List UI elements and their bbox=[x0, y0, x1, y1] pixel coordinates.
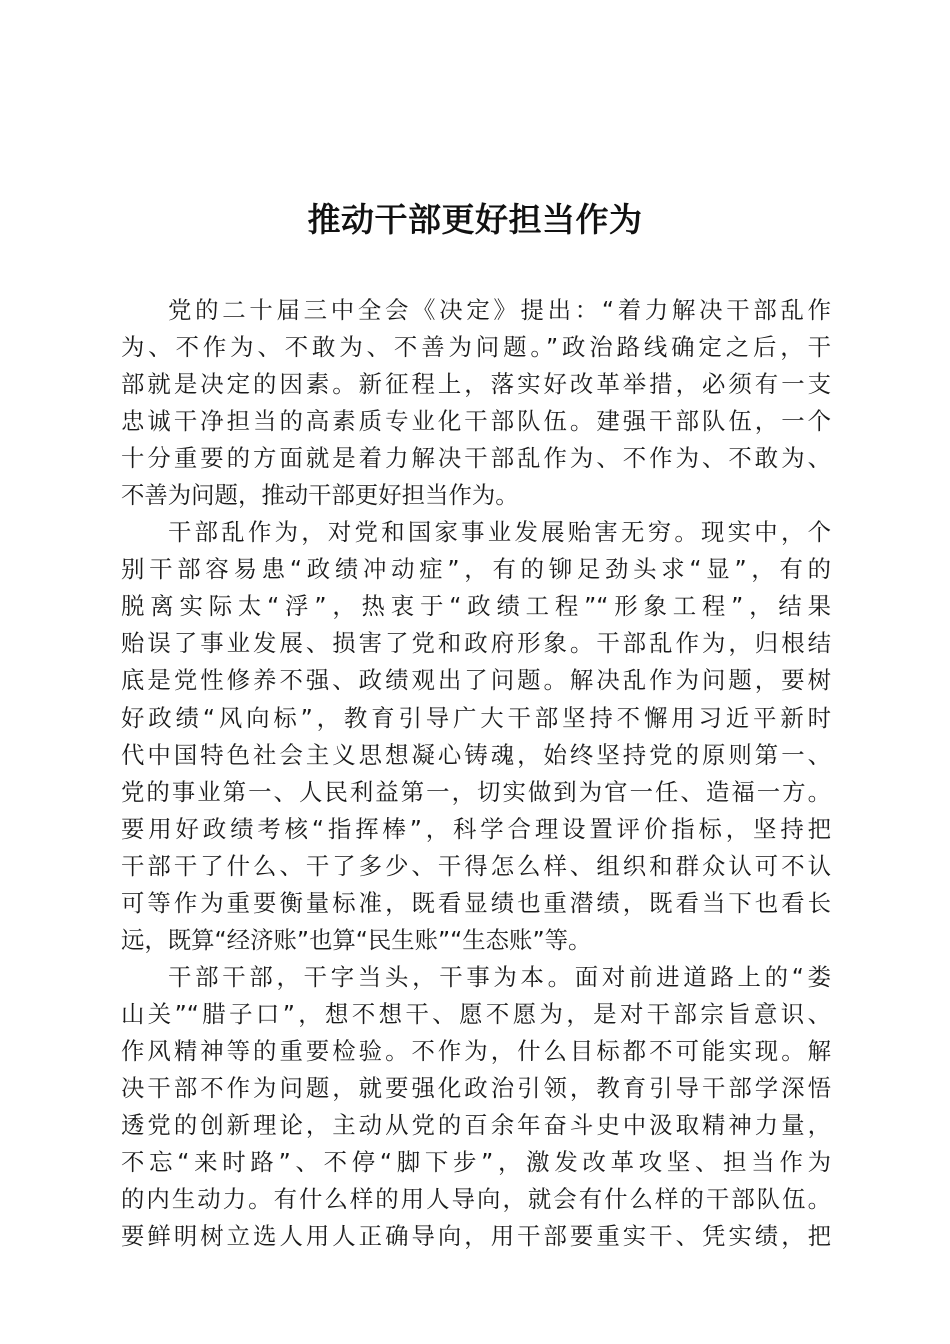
body-line: 党的二十届三中全会《决定》提出：“着力解决干部乱作 bbox=[168, 296, 831, 324]
body-line: 干部干部，干字当头，干事为本。面对前进道路上的“娄 bbox=[168, 962, 831, 991]
document-body bbox=[121, 292, 831, 1255]
body-line: 十分重要的方面就是着力解决干部乱作为、不作为、不敢为、 bbox=[121, 444, 831, 473]
body-line: 忠诚干净担当的高素质专业化干部队伍。建强干部队伍，一个 bbox=[121, 407, 831, 436]
body-line: 作风精神等的重要检验。不作为，什么目标都不可能实现。解 bbox=[121, 1036, 831, 1065]
body-line: 不善为问题，推动干部更好担当作为。 bbox=[121, 481, 519, 510]
document-title: 推动干部更好担当作为 bbox=[307, 200, 643, 239]
body-line: 脱离实际太“浮”，热衷于“政绩工程”“形象工程”，结果 bbox=[121, 592, 831, 621]
body-line: 要鲜明树立选人用人正确导向，用干部要重实干、凭实绩，把 bbox=[121, 1222, 831, 1251]
body-line: 透党的创新理论，主动从党的百余年奋斗史中汲取精神力量， bbox=[121, 1111, 831, 1140]
body-line: 底是党性修养不强、政绩观出了问题。解决乱作为问题，要树 bbox=[121, 666, 831, 695]
body-line: 部就是决定的因素。新征程上，落实好改革举措，必须有一支 bbox=[121, 370, 831, 399]
body-line: 山关”“腊子口”，想不想干、愿不愿为，是对干部宗旨意识、 bbox=[121, 999, 831, 1028]
body-line: 干部干了什么、干了多少、干得怎么样、组织和群众认可不认 bbox=[121, 851, 831, 880]
body-line: 别干部容易患“政绩冲动症”，有的铆足劲头求“显”，有的 bbox=[121, 555, 831, 584]
body-line: 远，既算“经济账”也算“民生账”“生态账”等。 bbox=[121, 925, 592, 954]
body-line: 要用好政绩考核“指挥棒”，科学合理设置评价指标，坚持把 bbox=[121, 814, 831, 843]
body-line: 贻误了事业发展、损害了党和政府形象。干部乱作为，归根结 bbox=[121, 629, 831, 658]
body-line: 不忘“来时路”、不停“脚下步”，激发改革攻坚、担当作为 bbox=[121, 1148, 831, 1177]
body-line: 好政绩“风向标”，教育引导广大干部坚持不懈用习近平新时 bbox=[121, 703, 831, 732]
body-line: 可等作为重要衡量标准，既看显绩也重潜绩，既看当下也看长 bbox=[121, 888, 831, 917]
body-line: 决干部不作为问题，就要强化政治引领，教育引导干部学深悟 bbox=[121, 1073, 831, 1102]
body-line: 代中国特色社会主义思想凝心铸魂，始终坚持党的原则第一、 bbox=[121, 740, 831, 769]
body-line: 党的事业第一、人民利益第一，切实做到为官一任、造福一方。 bbox=[121, 777, 831, 806]
body-line: 为、不作为、不敢为、不善为问题。”政治路线确定之后，干 bbox=[121, 333, 831, 362]
body-line: 的内生动力。有什么样的用人导向，就会有什么样的干部队伍。 bbox=[121, 1185, 831, 1214]
body-line: 干部乱作为，对党和国家事业发展贻害无穷。现实中，个 bbox=[168, 518, 831, 547]
